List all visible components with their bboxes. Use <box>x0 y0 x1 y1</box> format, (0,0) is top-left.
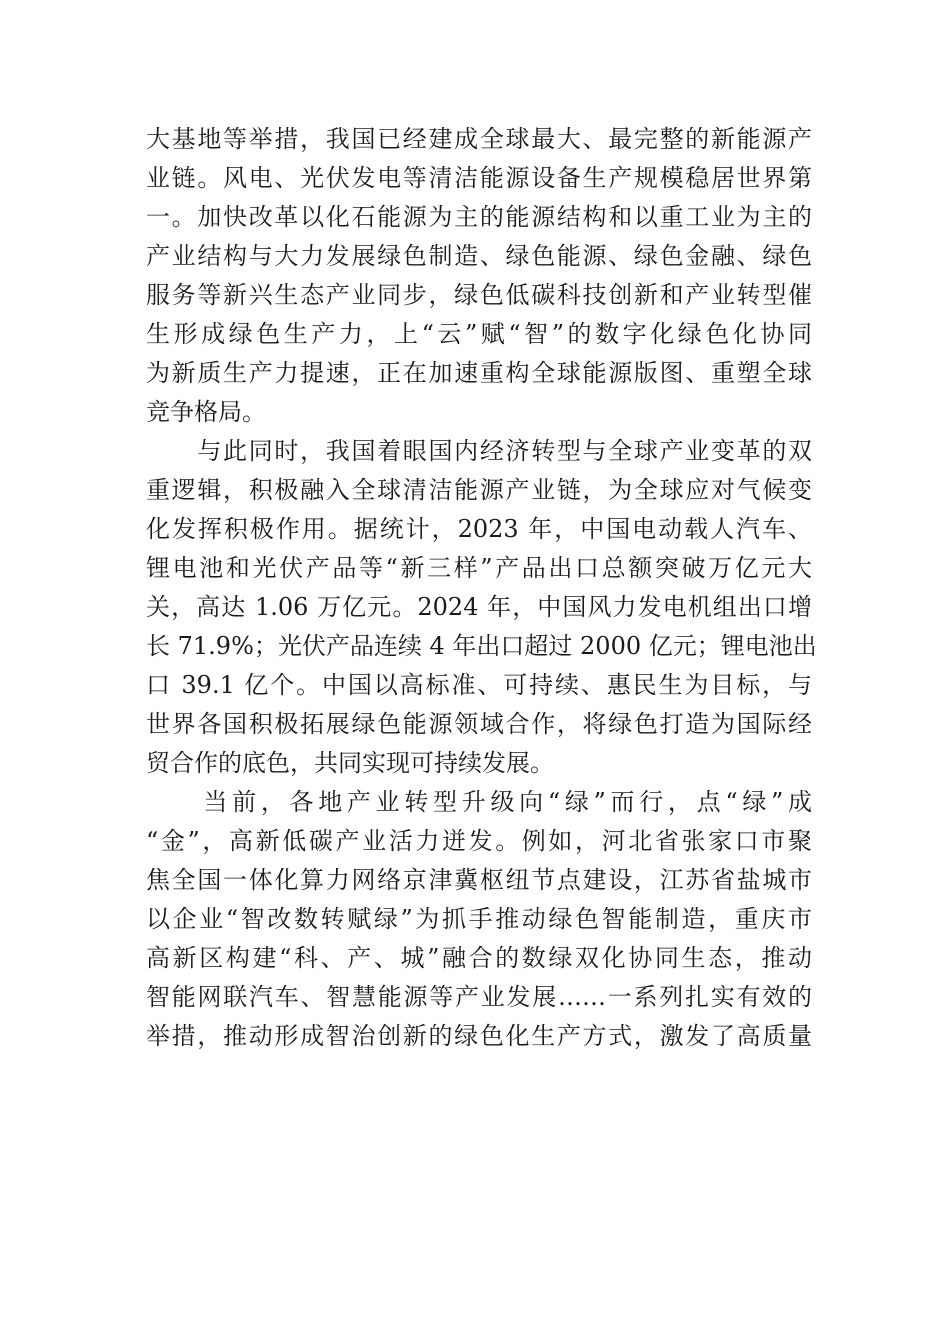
text-line: 高新区构建“科、产、城”融合的数绿双化协同生态，推动 <box>146 944 812 972</box>
text-line: 举措，推动形成智治创新的绿色化生产方式，激发了高质量 <box>146 1022 812 1050</box>
text-line: 与此同时，我国着眼国内经济转型与全球产业变革的双 <box>146 437 812 465</box>
text-line: 大基地等举措，我国已经建成全球最大、最完整的新能源产 <box>146 125 812 153</box>
body-text <box>146 120 817 1056</box>
text-line: 关，高达 1.06 万亿元。2024 年，中国风力发电机组出口增 <box>146 593 812 621</box>
text-line: 业链。风电、光伏发电等清洁能源设备生产规模稳居世界第 <box>146 164 812 192</box>
text-line: 长 71.9%；光伏产品连续 4 年出口超过 2000 亿元；锂电池出 <box>146 632 817 660</box>
text-line: “金”，高新低碳产业活力迸发。例如，河北省张家口市聚 <box>146 827 812 855</box>
text-line: 当前，各地产业转型升级向“绿”而行，点“绿”成 <box>146 788 812 816</box>
text-line: 产业结构与大力发展绿色制造、绿色能源、绿色金融、绿色 <box>146 242 812 270</box>
text-line: 世界各国积极拓展绿色能源领域合作，将绿色打造为国际经 <box>146 710 812 738</box>
text-line: 焦全国一体化算力网络京津冀枢纽节点建设，江苏省盐城市 <box>146 866 812 894</box>
text-line: 贸合作的底色，共同实现可持续发展。 <box>146 749 554 777</box>
text-line: 为新质生产力提速，正在加速重构全球能源版图、重塑全球 <box>146 359 812 387</box>
text-line: 口 39.1 亿个。中国以高标准、可持续、惠民生为目标，与 <box>146 671 812 699</box>
text-line: 锂电池和光伏产品等“新三样”产品出口总额突破万亿元大 <box>146 554 812 582</box>
text-line: 智能网联汽车、智慧能源等产业发展……一系列扎实有效的 <box>146 983 812 1011</box>
text-line: 竞争格局。 <box>146 398 266 426</box>
text-line: 以企业“智改数转赋绿”为抓手推动绿色智能制造，重庆市 <box>146 905 812 933</box>
text-line: 服务等新兴生态产业同步，绿色低碳科技创新和产业转型催 <box>146 281 812 309</box>
text-line: 化发挥积极作用。据统计，2023 年，中国电动载人汽车、 <box>146 515 812 543</box>
text-line: 一。加快改革以化石能源为主的能源结构和以重工业为主的 <box>146 203 812 231</box>
text-line: 生形成绿色生产力，上“云”赋“智”的数字化绿色化协同 <box>146 320 812 348</box>
text-line: 重逻辑，积极融入全球清洁能源产业链，为全球应对气候变 <box>146 476 812 504</box>
